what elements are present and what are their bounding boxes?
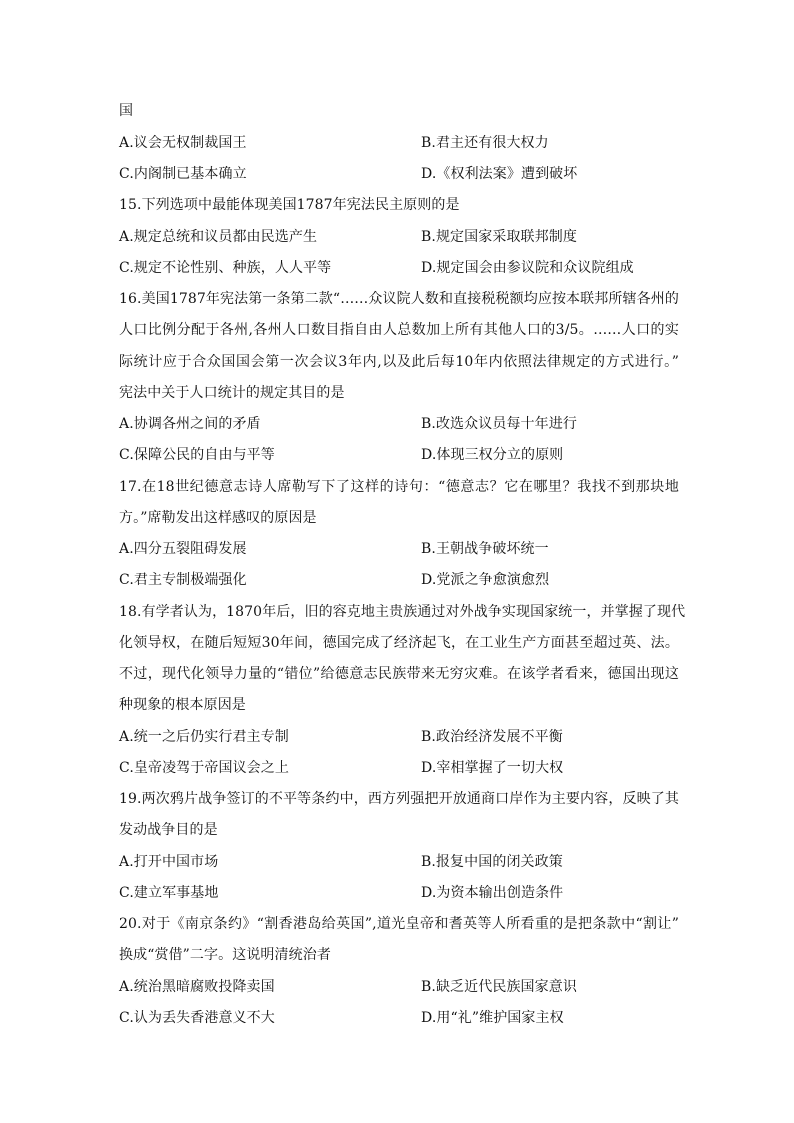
q16-option-c: C.保障公民的自由与平等: [119, 447, 275, 463]
q19-option-d: D.为资本输出创造条件: [421, 885, 564, 901]
q20-option-a: A.统治黑暗腐败投降卖国: [119, 979, 275, 995]
q17-option-a: A.四分五裂阻碍发展: [119, 541, 247, 557]
q19-option-c: C.建立军事基地: [119, 885, 219, 901]
q16-stem-line: 人口比例分配于各州,各州人口数目指自由人总数加上所有其他人口的3/5。……人口的实: [119, 322, 679, 338]
q19-option-a: A.打开中国市场: [119, 854, 219, 870]
q17-stem-line: 方。”席勒发出这样感叹的原因是: [119, 510, 317, 526]
q20-stem-line: 20.对于《南京条约》“割香港岛给英国”,道光皇帝和耆英等人所看重的是把条款中“割让”: [119, 916, 679, 932]
q18-option-b: B.政治经济发展不平衡: [421, 729, 563, 745]
q14-option-a: A.议会无权制裁国王: [119, 135, 247, 151]
q18-option-d: D.宰相掌握了一切大权: [421, 760, 564, 776]
q16-option-a: A.协调各州之间的矛盾: [119, 416, 261, 432]
q15-option-c: C.规定不论性别、种族，人人平等: [119, 260, 332, 276]
q19-option-b: B.报复中国的闭关政策: [421, 854, 563, 870]
q19-stem-line: 19.两次鸦片战争签订的不平等条约中，西方列强把开放通商口岸作为主要内容，反映了其: [119, 791, 679, 807]
q16-stem-line: 际统计应于合众国国会第一次会议3年内,以及此后每10年内依照法律规定的方式进行。”: [119, 354, 679, 370]
q17-stem-line: 17.在18世纪德意志诗人席勒写下了这样的诗句：“德意志？它在哪里？我找不到那块地: [119, 479, 679, 495]
q17-option-b: B.王朝战争破坏统一: [421, 541, 549, 557]
q17-option-c: C.君主专制极端强化: [119, 572, 247, 588]
q18-option-a: A.统一之后仍实行君主专制: [119, 729, 289, 745]
q15-option-b: B.规定国家采取联邦制度: [421, 229, 577, 245]
q14-option-c: C.内阁制已基本确立: [119, 166, 247, 182]
q18-stem-line: 18.有学者认为，1870年后，旧的容克地主贵族通过对外战争实现国家统一，并掌握了现代: [119, 604, 686, 620]
q17-option-d: D.党派之争愈演愈烈: [421, 572, 550, 588]
q15-option-a: A.规定总统和议员都由民选产生: [119, 229, 318, 245]
q20-option-d: D.用“礼”维护国家主权: [421, 1010, 564, 1026]
q18-stem-line: 种现象的根本原因是: [119, 697, 246, 713]
q19-stem-line: 发动战争目的是: [119, 822, 218, 838]
q16-stem-line: 宪法中关于人口统计的规定其目的是: [119, 385, 345, 401]
continued-text: 国: [119, 103, 134, 119]
q14-option-b: B.君主还有很大权力: [421, 135, 549, 151]
q20-option-c: C.认为丢失香港意义不大: [119, 1010, 275, 1026]
q18-option-c: C.皇帝凌驾于帝国议会之上: [119, 760, 289, 776]
q20-stem-line: 换成“赏借”二字。这说明清统治者: [119, 947, 331, 963]
q18-stem-line: 不过，现代化领导力量的“错位”给德意志民族带来无穷灾难。在该学者看来，德国出现这: [119, 666, 679, 682]
q20-option-b: B.缺乏近代民族国家意识: [421, 979, 577, 995]
q15-option-d: D.规定国会由参议院和众议院组成: [421, 260, 634, 276]
q14-option-d: D.《权利法案》遭到破坏: [421, 166, 578, 182]
q16-option-b: B.改选众议员每十年进行: [421, 416, 577, 432]
q15-stem: 15.下列选项中最能体现美国1787年宪法民主原则的是: [119, 197, 460, 213]
q18-stem-line: 化领导权，在随后短短30年间，德国完成了经济起飞，在工业生产方面甚至超过英、法。: [119, 635, 679, 651]
q16-option-d: D.体现三权分立的原则: [421, 447, 564, 463]
q16-stem-line: 16.美国1787年宪法第一条第二款“……众议院人数和直接税税额均应按本联邦所辖各州的: [119, 291, 679, 307]
